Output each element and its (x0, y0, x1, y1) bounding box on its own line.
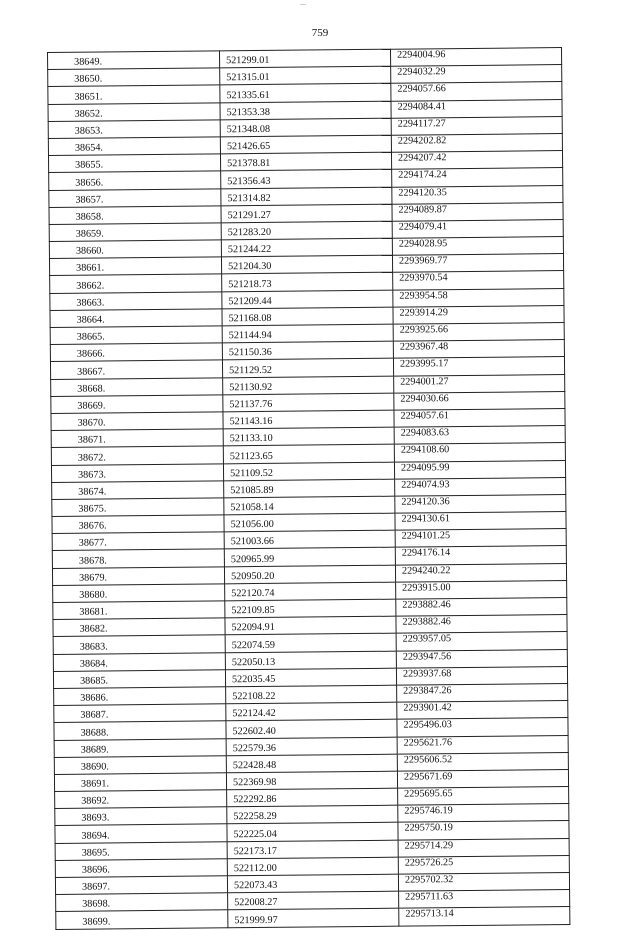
point-number-cell: 38685. (53, 670, 225, 689)
x-coordinate-cell: 521204.30 (221, 255, 392, 274)
y-coordinate-cell: 2295711.63 (399, 890, 570, 909)
point-number-cell: 38650. (48, 68, 220, 87)
point-number-cell: 38671. (51, 429, 223, 448)
y-coordinate-cell: 2294057.61 (394, 408, 565, 427)
y-coordinate-cell: 2293925.66 (393, 323, 564, 342)
x-coordinate-cell: 522602.40 (226, 719, 397, 738)
x-coordinate-cell: 521244.22 (221, 238, 392, 257)
point-number-cell: 38689. (54, 738, 226, 757)
x-coordinate-cell: 522094.91 (225, 616, 396, 635)
y-coordinate-cell: 2294004.96 (390, 48, 561, 67)
y-coordinate-cell: 2295713.14 (399, 907, 570, 926)
x-coordinate-cell: 522073.43 (227, 874, 398, 893)
x-coordinate-cell: 521133.10 (223, 427, 394, 446)
x-coordinate-cell: 522074.59 (225, 634, 396, 653)
page-number: 759 (311, 27, 329, 39)
y-coordinate-cell: 2294108.60 (394, 443, 565, 462)
point-number-cell: 38678. (52, 549, 224, 568)
x-coordinate-cell: 522225.04 (227, 823, 398, 842)
point-number-cell: 38696. (55, 859, 227, 878)
point-number-cell: 38676. (52, 515, 224, 534)
y-coordinate-cell: 2294032.29 (391, 65, 562, 84)
point-number-cell: 38690. (54, 755, 226, 774)
point-number-cell: 38673. (51, 463, 223, 482)
coordinates-table (47, 47, 570, 929)
x-coordinate-cell: 521144.94 (222, 324, 393, 343)
point-number-cell: 38651. (48, 85, 220, 104)
point-number-cell: 38699. (56, 910, 228, 929)
y-coordinate-cell: 2295714.29 (398, 838, 569, 857)
y-coordinate-cell: 2294083.63 (394, 426, 565, 445)
y-coordinate-cell: 2295695.65 (398, 787, 569, 806)
point-number-cell: 38653. (48, 120, 220, 139)
y-coordinate-cell: 2294028.95 (392, 237, 563, 256)
y-coordinate-cell: 2293882.46 (396, 598, 567, 617)
x-coordinate-cell: 521150.36 (222, 341, 393, 360)
y-coordinate-cell: 2293947.56 (396, 649, 567, 668)
point-number-cell: 38663. (50, 291, 222, 310)
point-number-cell: 38695. (55, 841, 227, 860)
point-number-cell: 38657. (49, 188, 221, 207)
point-number-cell: 38680. (53, 584, 225, 603)
y-coordinate-cell: 2293882.46 (396, 615, 567, 634)
y-coordinate-cell: 2294057.66 (391, 82, 562, 101)
y-coordinate-cell: 2293914.29 (393, 305, 564, 324)
x-coordinate-cell: 521335.61 (220, 84, 391, 103)
point-number-cell: 38658. (49, 206, 221, 225)
x-coordinate-cell: 522124.42 (226, 702, 397, 721)
x-coordinate-cell: 521130.92 (223, 376, 394, 395)
y-coordinate-cell: 2294117.27 (391, 116, 562, 135)
y-coordinate-cell: 2294176.14 (395, 546, 566, 565)
y-coordinate-cell: 2294240.22 (395, 563, 566, 582)
x-coordinate-cell: 520950.20 (224, 565, 395, 584)
x-coordinate-cell: 521353.38 (220, 101, 391, 120)
x-coordinate-cell: 522120.74 (225, 582, 396, 601)
x-coordinate-cell: 521085.89 (224, 479, 395, 498)
y-coordinate-cell: 2293954.58 (393, 288, 564, 307)
y-coordinate-cell: 2294089.87 (392, 202, 563, 221)
x-coordinate-cell: 522008.27 (228, 891, 399, 910)
y-coordinate-cell: 2294120.35 (392, 185, 563, 204)
point-number-cell: 38697. (55, 876, 227, 895)
point-number-cell: 38649. (48, 51, 220, 70)
x-coordinate-cell: 522369.98 (226, 771, 397, 790)
x-coordinate-cell: 522108.22 (226, 685, 397, 704)
y-coordinate-cell: 2294074.93 (395, 477, 566, 496)
point-number-cell: 38669. (51, 395, 223, 414)
x-coordinate-cell: 521209.44 (222, 290, 393, 309)
y-coordinate-cell: 2295621.76 (397, 735, 568, 754)
y-coordinate-cell: 2295750.19 (398, 821, 569, 840)
point-number-cell: 38674. (52, 481, 224, 500)
point-number-cell: 38660. (49, 240, 221, 259)
y-coordinate-cell: 2294001.27 (394, 374, 565, 393)
y-coordinate-cell: 2293847.26 (397, 683, 568, 702)
point-number-cell: 38659. (49, 223, 221, 242)
y-coordinate-cell: 2293969.77 (392, 254, 563, 273)
y-coordinate-cell: 2294079.41 (392, 219, 563, 238)
y-coordinate-cell: 2294130.61 (395, 512, 566, 531)
point-number-cell: 38672. (51, 446, 223, 465)
point-number-cell: 38687. (54, 704, 226, 723)
x-coordinate-cell: 522112.00 (227, 857, 398, 876)
point-number-cell: 38694. (55, 824, 227, 843)
x-coordinate-cell: 521123.65 (223, 444, 394, 463)
x-coordinate-cell: 521291.27 (221, 204, 392, 223)
y-coordinate-cell: 2295702.32 (398, 873, 569, 892)
point-number-cell: 38652. (48, 102, 220, 121)
point-number-cell: 38667. (50, 360, 222, 379)
y-coordinate-cell: 2293957.05 (396, 632, 567, 651)
y-coordinate-cell: 2293901.42 (397, 701, 568, 720)
point-number-cell: 38665. (50, 326, 222, 345)
y-coordinate-cell: 2293970.54 (393, 271, 564, 290)
x-coordinate-cell: 521003.66 (224, 530, 395, 549)
point-number-cell: 38681. (53, 601, 225, 620)
x-coordinate-cell: 522428.48 (226, 754, 397, 773)
point-number-cell: 38688. (54, 721, 226, 740)
y-coordinate-cell: 2293915.00 (396, 580, 567, 599)
y-coordinate-cell: 2293967.48 (393, 340, 564, 359)
scan-mark (300, 0, 306, 5)
x-coordinate-cell: 521348.08 (220, 118, 391, 137)
point-number-cell: 38654. (48, 137, 220, 156)
point-number-cell: 38684. (53, 652, 225, 671)
y-coordinate-cell: 2295606.52 (397, 752, 568, 771)
x-coordinate-cell: 521109.52 (223, 462, 394, 481)
point-number-cell: 38666. (50, 343, 222, 362)
y-coordinate-cell: 2294202.82 (391, 133, 562, 152)
x-coordinate-cell: 521426.65 (220, 135, 391, 154)
point-number-cell: 38662. (50, 274, 222, 293)
point-number-cell: 38670. (51, 412, 223, 431)
x-coordinate-cell: 521143.16 (223, 410, 394, 429)
x-coordinate-cell: 520965.99 (224, 548, 395, 567)
y-coordinate-cell: 2294084.41 (391, 99, 562, 118)
y-coordinate-cell: 2293937.68 (396, 666, 567, 685)
point-number-cell: 38679. (52, 566, 224, 585)
point-number-cell: 38692. (55, 790, 227, 809)
x-coordinate-cell: 522258.29 (227, 805, 398, 824)
x-coordinate-cell: 522050.13 (225, 651, 396, 670)
y-coordinate-cell: 2294174.24 (392, 168, 563, 187)
point-number-cell: 38682. (53, 618, 225, 637)
x-coordinate-cell: 522579.36 (226, 737, 397, 756)
x-coordinate-cell: 521314.82 (221, 187, 392, 206)
point-number-cell: 38668. (51, 377, 223, 396)
x-coordinate-cell: 522292.86 (227, 788, 398, 807)
coordinates-table-body (48, 48, 570, 929)
x-coordinate-cell: 521168.08 (222, 307, 393, 326)
point-number-cell: 38693. (55, 807, 227, 826)
x-coordinate-cell: 521378.81 (220, 152, 391, 171)
x-coordinate-cell: 521218.73 (222, 273, 393, 292)
point-number-cell: 38661. (49, 257, 221, 276)
x-coordinate-cell: 521129.52 (222, 359, 393, 378)
x-coordinate-cell: 521999.97 (228, 909, 399, 928)
x-coordinate-cell: 521137.76 (223, 393, 394, 412)
y-coordinate-cell: 2295671.69 (397, 769, 568, 788)
point-number-cell: 38655. (48, 154, 220, 173)
x-coordinate-cell: 521056.00 (224, 513, 395, 532)
x-coordinate-cell: 522035.45 (225, 668, 396, 687)
y-coordinate-cell: 2295496.03 (397, 718, 568, 737)
x-coordinate-cell: 521283.20 (221, 221, 392, 240)
x-coordinate-cell: 522173.17 (227, 840, 398, 859)
point-number-cell: 38691. (54, 773, 226, 792)
y-coordinate-cell: 2295746.19 (398, 804, 569, 823)
table-row (56, 907, 570, 929)
x-coordinate-cell: 521058.14 (224, 496, 395, 515)
point-number-cell: 38656. (49, 171, 221, 190)
y-coordinate-cell: 2293995.17 (393, 357, 564, 376)
x-coordinate-cell: 521356.43 (221, 170, 392, 189)
y-coordinate-cell: 2294030.66 (394, 391, 565, 410)
y-coordinate-cell: 2294120.36 (395, 494, 566, 513)
point-number-cell: 38675. (52, 498, 224, 517)
coordinates-table-container (47, 47, 569, 929)
y-coordinate-cell: 2294095.99 (394, 460, 565, 479)
x-coordinate-cell: 522109.85 (225, 599, 396, 618)
point-number-cell: 38683. (53, 635, 225, 654)
y-coordinate-cell: 2294207.42 (391, 151, 562, 170)
y-coordinate-cell: 2294101.25 (395, 529, 566, 548)
x-coordinate-cell: 521315.01 (220, 66, 391, 85)
y-coordinate-cell: 2295726.25 (398, 855, 569, 874)
x-coordinate-cell: 521299.01 (219, 49, 390, 68)
point-number-cell: 38686. (54, 687, 226, 706)
point-number-cell: 38698. (56, 893, 228, 912)
point-number-cell: 38664. (50, 309, 222, 328)
point-number-cell: 38677. (52, 532, 224, 551)
